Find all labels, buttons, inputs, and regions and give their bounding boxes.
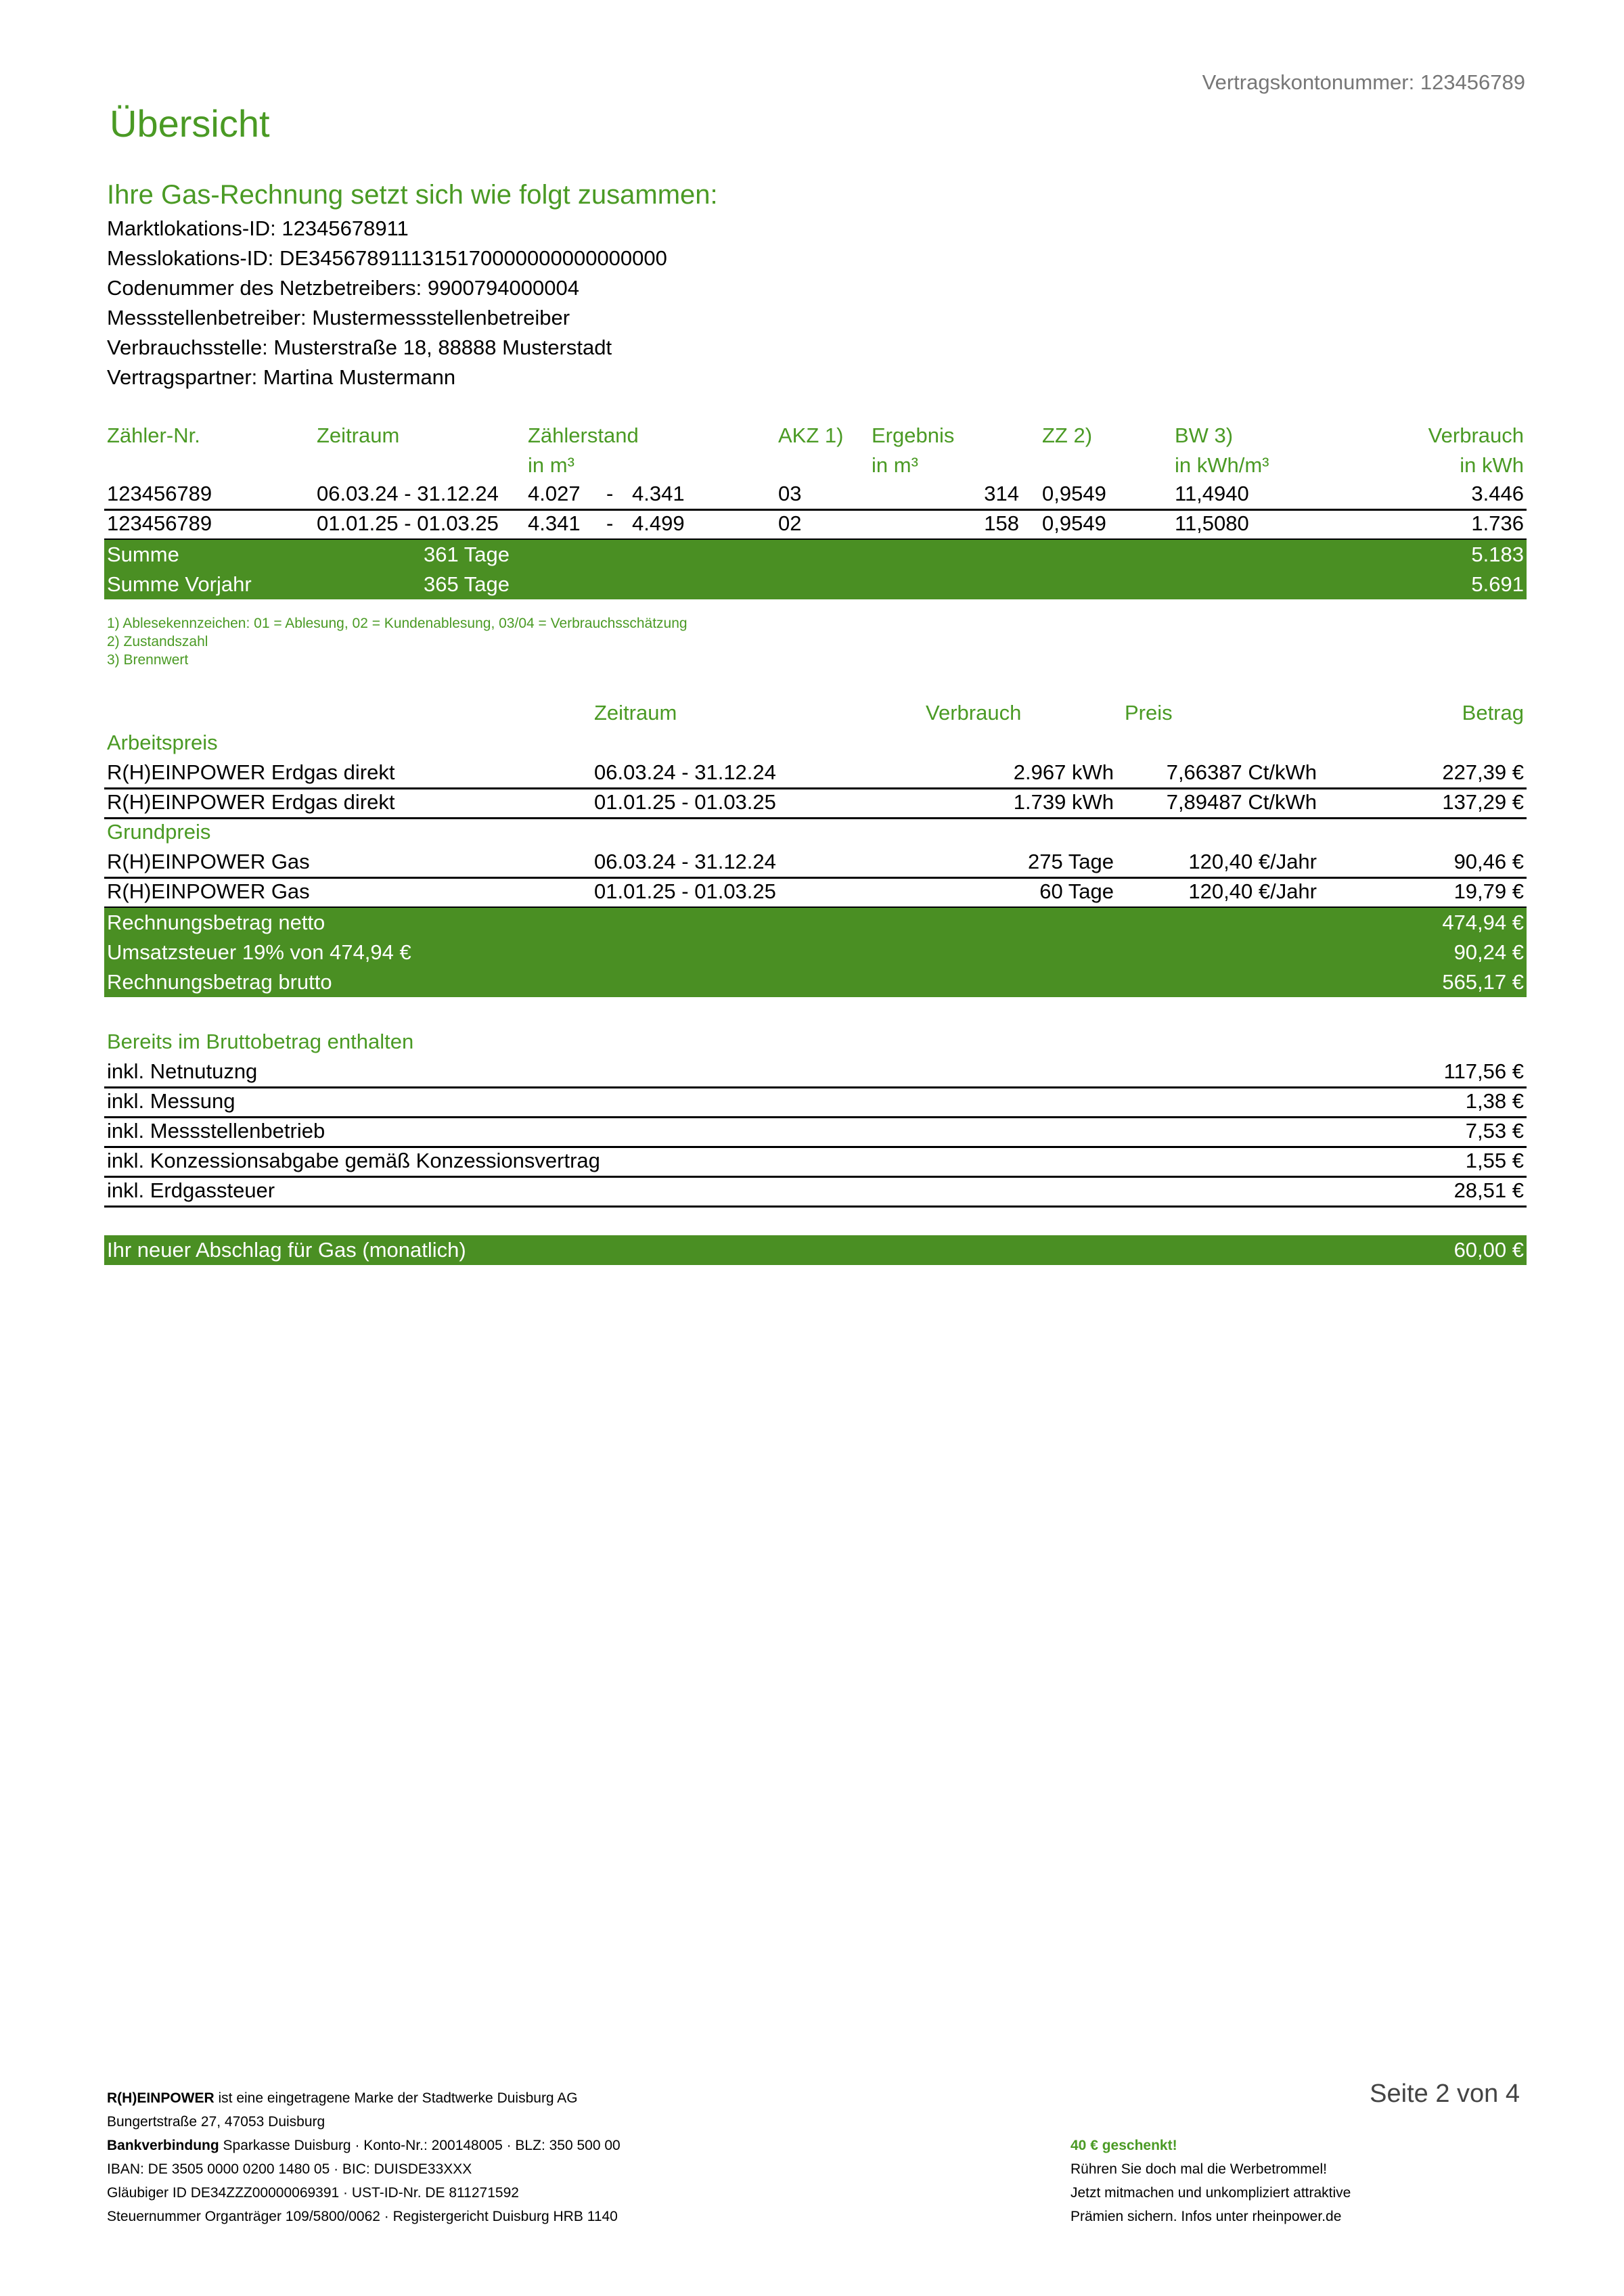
amount: 137,29 € <box>1442 790 1524 814</box>
included-heading <box>104 1027 1527 1057</box>
col-meter: Zähler-Nr. <box>107 423 200 447</box>
period: 01.01.25 - 01.03.25 <box>594 790 776 814</box>
bw: 11,4940 <box>1175 482 1249 505</box>
quantity: 1.739 kWh <box>1013 790 1114 814</box>
consumption: 3.446 <box>1471 482 1524 505</box>
amount: 90,46 € <box>1453 850 1524 873</box>
footer-brand-rest: ist eine eingetragene Marke der Stadtwerke Duisburg AG <box>214 2090 578 2106</box>
unit-price: 7,66387 Ct/kWh <box>1166 760 1317 784</box>
unit-result: in m³ <box>872 453 918 477</box>
reading-to: 4.341 <box>632 482 685 505</box>
amount: 19,79 € <box>1453 879 1524 903</box>
footnotes <box>107 614 687 669</box>
col-reading: Zählerstand <box>528 423 639 447</box>
included-label: inkl. Messung <box>107 1089 235 1113</box>
consumption: 1.736 <box>1471 511 1524 535</box>
table-row <box>104 877 1527 909</box>
zz: 0,9549 <box>1042 511 1106 535</box>
footer-brand-line <box>107 2086 621 2110</box>
installment-bar <box>104 1235 1527 1265</box>
reading-from: 4.027 <box>528 482 581 505</box>
promo-line: Prämien sichern. Infos unter rheinpower.de <box>1070 2209 1342 2224</box>
tariff-name: R(H)EINPOWER Erdgas direkt <box>107 760 395 784</box>
sum-bar <box>104 540 1527 570</box>
sum-prev-days: 365 Tage <box>424 572 510 596</box>
period: 01.01.25 - 01.03.25 <box>317 511 499 535</box>
table-row <box>104 1176 1527 1208</box>
footer-bank-line <box>107 2134 621 2157</box>
base-price-label: Grundpreis <box>107 820 211 844</box>
footer-brand: R(H)EINPOWER <box>107 2090 215 2106</box>
col-price-price: Preis <box>1125 701 1173 725</box>
footer-bank-label: Bankverbindung <box>107 2138 219 2153</box>
sum-prev-label: Summe Vorjahr <box>107 572 252 596</box>
sum-value: 5.183 <box>1471 543 1524 566</box>
included-value: 7,53 € <box>1465 1119 1524 1143</box>
col-price-amount: Betrag <box>1462 701 1524 725</box>
info-line: Messlokations-ID: DE3456789111315170000000000000000 <box>107 246 667 270</box>
info-line: Vertragspartner: Martina Mustermann <box>107 365 456 389</box>
period: 06.03.24 - 31.12.24 <box>594 760 776 784</box>
meter-number: 123456789 <box>107 482 212 505</box>
price-table-header <box>104 698 1527 728</box>
info-line: Messstellenbetreiber: Mustermessstellenbetreiber <box>107 306 570 329</box>
result: 314 <box>984 482 1019 505</box>
promo-line: Jetzt mitmachen und unkompliziert attraktive <box>1070 2185 1351 2201</box>
footer-legal <box>107 2086 621 2228</box>
total-gross-label: Rechnungsbetrag brutto <box>107 970 332 994</box>
footnote: 1) Ablesekennzeichen: 01 = Ablesung, 02 = Kundenablesung, 03/04 = Verbrauchsschätzung <box>107 616 687 631</box>
table-row <box>104 509 1527 541</box>
section-subtitle: Ihre Gas-Rechnung setzt sich wie folgt zusammen: <box>107 180 718 210</box>
work-price-label: Arbeitspreis <box>107 731 218 754</box>
total-net-bar <box>104 908 1527 938</box>
reading-dash: - <box>606 511 614 535</box>
sum-prev-value: 5.691 <box>1471 572 1524 596</box>
sum-label: Summe <box>107 543 179 566</box>
col-consumption: Verbrauch <box>1428 423 1524 447</box>
reading-to: 4.499 <box>632 511 685 535</box>
footer-promo <box>1070 2134 1351 2228</box>
quantity: 275 Tage <box>1028 850 1114 873</box>
reading-dash: - <box>606 482 614 505</box>
included-label: inkl. Messstellenbetrieb <box>107 1119 325 1143</box>
base-price-heading <box>104 817 1527 847</box>
col-zz: ZZ 2) <box>1042 423 1093 447</box>
col-price-consumption: Verbrauch <box>926 701 1022 725</box>
table-row <box>104 758 1527 789</box>
col-price-period: Zeitraum <box>594 701 677 725</box>
installment-label: Ihr neuer Abschlag für Gas (monatlich) <box>107 1238 466 1262</box>
info-line: Marktlokations-ID: 12345678911 <box>107 216 409 240</box>
table-row <box>104 479 1527 511</box>
included-value: 1,55 € <box>1465 1149 1524 1172</box>
unit-price: 120,40 €/Jahr <box>1188 850 1317 873</box>
unit-price: 120,40 €/Jahr <box>1188 879 1317 903</box>
sum-days: 361 Tage <box>424 543 510 566</box>
included-value: 117,56 € <box>1443 1059 1524 1083</box>
info-block <box>107 214 667 392</box>
unit-consumption: in kWh <box>1460 453 1524 477</box>
info-line: Verbrauchsstelle: Musterstraße 18, 88888 Musterstadt <box>107 336 612 359</box>
footnote: 3) Brennwert <box>107 652 189 668</box>
zz: 0,9549 <box>1042 482 1106 505</box>
tariff-name: R(H)EINPOWER Gas <box>107 879 310 903</box>
akz: 03 <box>778 482 802 505</box>
col-bw: BW 3) <box>1175 423 1234 447</box>
total-net-label: Rechnungsbetrag netto <box>107 911 325 934</box>
footnote: 2) Zustandszahl <box>107 634 208 649</box>
meter-number: 123456789 <box>107 511 212 535</box>
table-row <box>104 1116 1527 1148</box>
vat-label: Umsatzsteuer 19% von 474,94 € <box>107 940 411 964</box>
col-period: Zeitraum <box>317 423 400 447</box>
period: 06.03.24 - 31.12.24 <box>317 482 499 505</box>
installment-value: 60,00 € <box>1453 1238 1524 1262</box>
table-row <box>104 847 1527 879</box>
meter-table-header <box>104 421 1527 451</box>
total-gross-bar <box>104 967 1527 997</box>
page-title: Übersicht <box>110 102 270 145</box>
tariff-name: R(H)EINPOWER Erdgas direkt <box>107 790 395 814</box>
result: 158 <box>984 511 1019 535</box>
vat-value: 90,24 € <box>1453 940 1524 964</box>
included-value: 28,51 € <box>1453 1178 1524 1202</box>
promo-line: Rühren Sie doch mal die Werbetrommel! <box>1070 2161 1327 2177</box>
footer-address: Bungertstraße 27, 47053 Duisburg <box>107 2114 325 2130</box>
footer-iban: IBAN: DE 3505 0000 0200 1480 05 · BIC: DUISDE33XXX <box>107 2161 472 2177</box>
included-label: inkl. Erdgassteuer <box>107 1178 275 1202</box>
footer-bank-rest: Sparkasse Duisburg · Konto-Nr.: 200148005 · BLZ: 350 500 00 <box>219 2138 621 2153</box>
period: 06.03.24 - 31.12.24 <box>594 850 776 873</box>
total-gross-value: 565,17 € <box>1442 970 1524 994</box>
work-price-heading <box>104 728 1527 758</box>
info-line: Codenummer des Netzbetreibers: 9900794000004 <box>107 276 579 300</box>
akz: 02 <box>778 511 802 535</box>
reading-from: 4.341 <box>528 511 581 535</box>
table-row <box>104 1146 1527 1178</box>
table-row <box>104 1086 1527 1118</box>
vat-bar <box>104 938 1527 967</box>
tariff-name: R(H)EINPOWER Gas <box>107 850 310 873</box>
col-result: Ergebnis <box>872 423 955 447</box>
total-net-value: 474,94 € <box>1442 911 1524 934</box>
unit-reading: in m³ <box>528 453 574 477</box>
bw: 11,5080 <box>1175 511 1249 535</box>
amount: 227,39 € <box>1442 760 1524 784</box>
contract-number: Vertragskontonummer: 123456789 <box>1202 70 1525 94</box>
included-value: 1,38 € <box>1465 1089 1524 1113</box>
sum-prev-bar <box>104 570 1527 599</box>
footer-creditor: Gläubiger ID DE34ZZZ00000069391 · UST-ID-Nr. DE 811271592 <box>107 2185 519 2201</box>
meter-table-units <box>104 451 1527 480</box>
promo-title: 40 € geschenkt! <box>1070 2138 1177 2153</box>
table-row <box>104 787 1527 819</box>
quantity: 2.967 kWh <box>1013 760 1114 784</box>
included-title: Bereits im Bruttobetrag enthalten <box>107 1030 414 1053</box>
included-label: inkl. Konzessionsabgabe gemäß Konzessionsvertrag <box>107 1149 600 1172</box>
included-label: inkl. Netnutuzng <box>107 1059 258 1083</box>
table-row <box>104 1057 1527 1088</box>
unit-price: 7,89487 Ct/kWh <box>1166 790 1317 814</box>
footer-tax: Steuernummer Organträger 109/5800/0062 · Registergericht Duisburg HRB 1140 <box>107 2209 618 2224</box>
period: 01.01.25 - 01.03.25 <box>594 879 776 903</box>
col-akz: AKZ 1) <box>778 423 844 447</box>
unit-bw: in kWh/m³ <box>1175 453 1269 477</box>
page-number: Seite 2 von 4 <box>1370 2080 1520 2108</box>
quantity: 60 Tage <box>1039 879 1114 903</box>
